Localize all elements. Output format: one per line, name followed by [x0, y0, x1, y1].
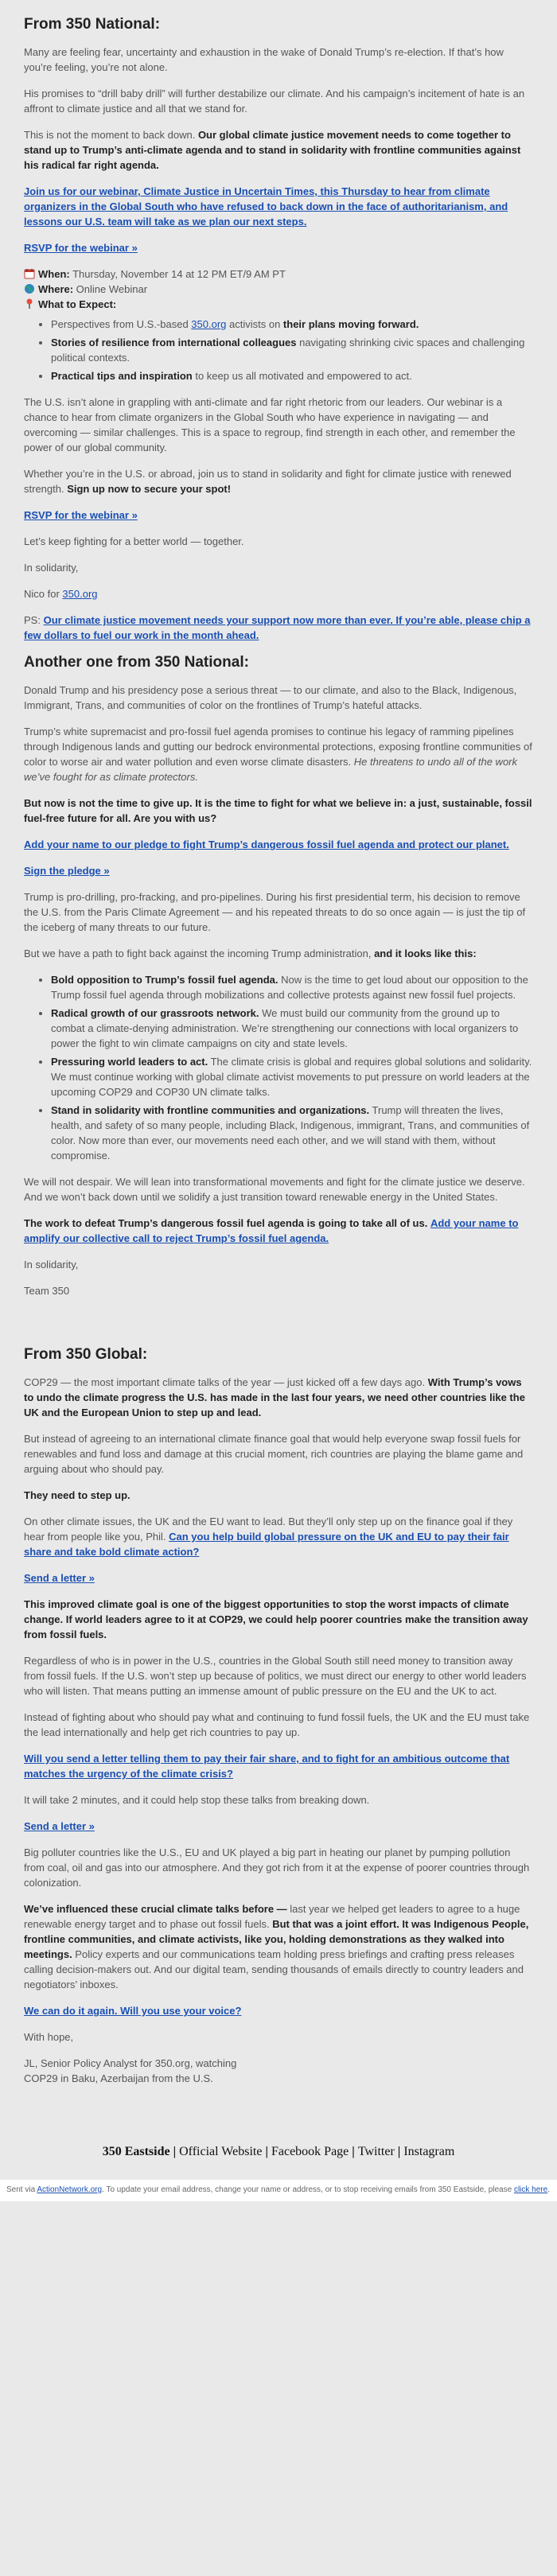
- text: Now is the time to get loud about our opposition to the Trump fossil fuel agenda through mobilizations and collective protests against new fossil fuel projects.: [51, 974, 528, 1001]
- pushpin-icon: [24, 298, 35, 309]
- actionnetwork-link[interactable]: ActionNetwork.org: [37, 2185, 103, 2194]
- bold-text: Sign up now to secure your spot!: [67, 483, 232, 495]
- use-your-voice-link[interactable]: We can do it again. Will you use your voice?: [24, 2005, 242, 2017]
- text: activists on: [226, 318, 283, 330]
- text: Policy experts and our communications team holding press briefings and crafting press releases calling decision-makers out. And our digital team, sending thousands of emails directly to country leaders and negotiators’ inboxes.: [24, 1948, 524, 1990]
- bold-text: and it looks like this:: [374, 948, 477, 959]
- event-where: [24, 282, 533, 297]
- signature: Team 350: [24, 1285, 70, 1297]
- text: The climate crisis is global and requires global solutions and solidarity. We must continue working with global climate activist movements to put pressure on world leaders at the upcoming COP29 and COP30 UN climate talks.: [51, 1056, 532, 1098]
- bold-text: Stories of resilience from international colleagues: [51, 337, 297, 348]
- separator: |: [394, 2145, 404, 2158]
- text: This is not the moment to back down.: [24, 129, 198, 141]
- bold-text: They need to step up.: [24, 1489, 130, 1501]
- list-item: [51, 317, 533, 332]
- when-value: Thursday, November 14 at 12 PM ET/9 AM PT: [69, 268, 286, 280]
- section-heading-350-global: From 350 Global:: [24, 1346, 148, 1363]
- bold-text: But that was a joint effort. It was Indigenous People, frontline communities, and climate activists, like you, holding demonstrations as they walked into meetings.: [24, 1918, 529, 1960]
- separator: |: [169, 2145, 180, 2158]
- text: Trump will threaten the lives, health, and safety of so many people, including Black, Indigenous, immigrant, Trans, and communities of color. Now more than ever, our movements need each other, and we will stand with them, without compromise.: [51, 1104, 530, 1162]
- paragraph: [24, 1597, 533, 1642]
- paragraph: [24, 2003, 533, 2018]
- paragraph: [24, 508, 533, 523]
- bold-text: Pressuring world leaders to act.: [51, 1056, 208, 1068]
- globe-icon: [24, 283, 35, 294]
- text: COP29 — the most important climate talks of the year — just kicked off a few days ago.: [24, 1376, 428, 1388]
- signature-line: JL, Senior Policy Analyst for 350.org, watching: [24, 2057, 237, 2069]
- list-item: [51, 368, 533, 383]
- send-letter-link-2[interactable]: Send a letter »: [24, 1820, 95, 1832]
- official-website-link[interactable]: Official Website: [179, 2145, 263, 2158]
- 350org-link[interactable]: 350.org: [191, 318, 227, 330]
- italic-text: He threatens to undo all of the work we’ve fought for as climate protectors.: [24, 756, 517, 783]
- paragraph: In solidarity,: [24, 562, 79, 574]
- text: navigating shrinking civic spaces and challenging political contexts.: [51, 337, 525, 364]
- paragraph: [24, 1819, 533, 1834]
- section-spacer: [24, 1309, 533, 1338]
- bold-text: Radical growth of our grassroots network.: [51, 1007, 259, 1019]
- signature: [24, 586, 533, 601]
- paragraph: Many are feeling fear, uncertainty and exhaustion in the wake of Donald Trump’s re-election. If that’s how you’re feeling, you’re not alone.: [24, 46, 504, 73]
- paragraph: [24, 1570, 533, 1586]
- paragraph: [24, 796, 533, 826]
- rsvp-webinar-link[interactable]: RSVP for the webinar »: [24, 242, 138, 254]
- letter-fair-share-link[interactable]: Will you send a letter telling them to pay their fair share, and to fight for an ambitious outcome that matches the urgency of the climate crisis?: [24, 1753, 510, 1780]
- paragraph: [24, 1901, 533, 1992]
- when-label: When:: [38, 268, 70, 280]
- instagram-link[interactable]: Instagram: [403, 2145, 455, 2158]
- expect-label: What to Expect:: [38, 298, 117, 310]
- paragraph: [24, 184, 533, 229]
- paragraph: Trump is pro-drilling, pro-fracking, and pro-pipelines. During his first presidential term, his decision to remove the U.S. from the Paris Climate Agreement — and his repeated threats to do so once again — is just the tip of the iceberg of many threats to our future.: [24, 891, 526, 933]
- text: to keep us all motivated and empowered to act.: [192, 370, 412, 382]
- paragraph: Donald Trump and his presidency pose a serious threat — to our climate, and also to the Black, Indigenous, Immigrant, Trans, and communities of color on the frontlines of Trump’s hateful attacks.: [24, 684, 517, 711]
- text: PS:: [24, 614, 44, 626]
- text: last year we helped get leaders to agree to a huge renewable energy target and to phase out fossil fuels.: [24, 1903, 520, 1930]
- text: Sent via: [6, 2185, 37, 2194]
- expect-list: [24, 317, 533, 383]
- paragraph: We will not despair. We will lean into transformational movements and fight for the climate justice we deserve. And we won’t back down until we solidify a just transition toward renewable energy in the United States.: [24, 1176, 525, 1203]
- separator: |: [262, 2145, 271, 2158]
- bold-text: This improved climate goal is one of the biggest opportunities to stop the worst impacts of climate change. If world leaders agree to it at COP29, we could help poorer countries make the transition away from fossil fuels.: [24, 1598, 528, 1640]
- section-spacer: [24, 2097, 533, 2129]
- global-pressure-link[interactable]: Can you help build global pressure on the UK and EU to pay their fair share and take bold climate action?: [24, 1531, 509, 1558]
- paragraph: [24, 466, 533, 496]
- paragraph: [24, 1216, 533, 1246]
- text: . To update your email address, change your name or address, or to stop receiving emails from 350 Eastside, please: [102, 2185, 514, 2194]
- bold-text: Our global climate justice movement needs to come together to stand up to Trump’s anti-climate agenda and to stand in solidarity with frontline communities against his radical far right agenda.: [24, 129, 521, 171]
- paragraph: But instead of agreeing to an international climate finance goal that would help everyone swap fossil fuels for renewables and fund loss and damage at this crucial moment, rich countries are playing the blame game and arguing about who should pay.: [24, 1433, 524, 1475]
- list-item: [51, 335, 533, 365]
- paragraph: [24, 837, 533, 852]
- list-item: [51, 1054, 533, 1099]
- event-when: [24, 267, 533, 282]
- paragraph: [24, 863, 533, 878]
- rsvp-webinar-link-2[interactable]: RSVP for the webinar »: [24, 509, 138, 521]
- paragraph: [24, 1375, 533, 1420]
- send-letter-link[interactable]: Send a letter »: [24, 1572, 95, 1584]
- bold-text: Bold opposition to Trump’s fossil fuel agenda.: [51, 974, 278, 986]
- postscript: [24, 613, 533, 643]
- event-expect: [24, 297, 533, 312]
- where-value: Online Webinar: [73, 283, 148, 295]
- org-name: 350 Eastside: [102, 2145, 170, 2158]
- webinar-join-link[interactable]: Join us for our webinar, Climate Justice in Uncertain Times, this Thursday to hear from climate organizers in the Global South who have refused to back down in the face of authoritarianism, and lessons our U.S. team will take as we plan our next steps.: [24, 185, 508, 228]
- paragraph: Let’s keep fighting for a better world — together.: [24, 535, 244, 547]
- paragraph: The U.S. isn’t alone in grappling with anti-climate and far right rhetoric from our leaders. Our webinar is a chance to hear from climate organizers in the Global South who have experience in navigating — and overcoming — similar challenges. This is a space to regroup, find strength in each other, and remember the power of our global community.: [24, 396, 516, 453]
- facebook-page-link[interactable]: Facebook Page: [271, 2145, 349, 2158]
- text: Whether you’re in the U.S. or abroad, join us to stand in solidarity and fight for climate justice with renewed strength.: [24, 468, 512, 495]
- paragraph: In solidarity,: [24, 1259, 79, 1270]
- paragraph: [24, 1488, 533, 1503]
- bold-text: With Trump’s vows to undo the climate progress the U.S. has made in the last four years, we need other countries like the UK and the European Union to step up and lead.: [24, 1376, 525, 1418]
- text: But we have a path to fight back against the incoming Trump administration,: [24, 948, 375, 959]
- unsubscribe-link[interactable]: click here: [513, 2185, 548, 2194]
- section-heading-350-national: From 350 National:: [24, 16, 161, 33]
- twitter-link[interactable]: Twitter: [357, 2145, 395, 2158]
- paragraph: Regardless of who is in power in the U.S., countries in the Global South still need money to transition away from fossil fuels. If the U.S. won’t step up because of politics, we must direct our energy to other world leaders who will listen. That means putting an immense amount of public pressure on the EU and the UK to act.: [24, 1655, 527, 1697]
- paragraph: [24, 240, 533, 255]
- paragraph: [24, 1751, 533, 1781]
- separator: |: [349, 2145, 358, 2158]
- amplify-call-link[interactable]: Add your name to amplify our collective call to reject Trump’s fossil fuel agenda.: [24, 1217, 519, 1244]
- calendar-icon: [24, 268, 35, 279]
- list-item: [51, 972, 533, 1002]
- paragraph: [24, 724, 533, 784]
- donate-link[interactable]: Our climate justice movement needs your support now more than ever. If you’re able, please chip a few dollars to fuel our work in the month ahead.: [24, 614, 531, 641]
- footer-links: [0, 2129, 557, 2180]
- 350org-signature-link[interactable]: 350.org: [62, 588, 98, 600]
- bold-text: The work to defeat Trump’s dangerous fossil fuel agenda is going to take all of us.: [24, 1217, 428, 1229]
- signature-line: COP29 in Baku, Azerbaijan from the U.S.: [24, 2072, 213, 2084]
- pledge-add-name-link[interactable]: Add your name to our pledge to fight Trump’s dangerous fossil fuel agenda and protect our planet.: [24, 839, 509, 850]
- paragraph: [24, 127, 533, 173]
- email-body: [24, 0, 533, 2129]
- list-item: [51, 1103, 533, 1163]
- bold-text: Stand in solidarity with frontline communities and organizations.: [51, 1104, 370, 1116]
- bold-text: But now is not the time to give up. It is the time to fight for what we believe in: a just, sustainable, fossil fuel-free future for all. Are you with us?: [24, 797, 532, 824]
- bold-text: Practical tips and inspiration: [51, 370, 193, 382]
- paragraph: Big polluter countries like the U.S., EU and UK played a big part in heating our planet by pumping pollution from coal, oil and gas into our atmosphere. And they got rich from it at the expense of poorer countries through colonization.: [24, 1846, 530, 1889]
- text: Trump’s white supremacist and pro-fossil fuel agenda promises to continue his legacy of ramming pipelines through Indigenous lands and gutting our bedrock environmental protections, exposing frontline communities of color to worse air and water pollution and even worse climate disasters.: [24, 726, 532, 768]
- text: We must build our community from the ground up to combat a climate-denying administration. We’re strengthening our connections with local organizers to power the fight to win climate campaigns on city and state levels.: [51, 1007, 519, 1049]
- paragraph: Instead of fighting about who should pay what and continuing to fund fossil fuels, the UK and the EU must take the lead internationally and help get rich countries to pay up.: [24, 1711, 530, 1738]
- paragraph: [24, 1514, 533, 1559]
- text: .: [547, 2185, 550, 2194]
- list-item: [51, 1006, 533, 1051]
- event-details: [24, 267, 533, 312]
- sign-pledge-link[interactable]: Sign the pledge »: [24, 865, 110, 877]
- paragraph: It will take 2 minutes, and it could help stop these talks from breaking down.: [24, 1794, 370, 1806]
- text: Nico for: [24, 588, 63, 600]
- unsubscribe-notice: [0, 2180, 557, 2201]
- paragraph: [24, 946, 533, 961]
- paragraph: With hope,: [24, 2031, 74, 2043]
- text: On other climate issues, the UK and the EU want to lead. But they’ll only step up on the finance goal if they hear from people like you, Phil.: [24, 1516, 513, 1543]
- bold-text: their plans moving forward.: [282, 318, 419, 330]
- bold-text: We’ve influenced these crucial climate talks before —: [24, 1903, 287, 1915]
- section-heading-another-350-national: Another one from 350 National:: [24, 654, 249, 671]
- paragraph: His promises to “drill baby drill” will further destabilize our climate. And his campaign’s incitement of hate is an affront to climate justice and all that we stand for.: [24, 88, 525, 115]
- where-label: Where:: [38, 283, 74, 295]
- text: Perspectives from U.S.-based: [51, 318, 192, 330]
- plan-list: [24, 972, 533, 1163]
